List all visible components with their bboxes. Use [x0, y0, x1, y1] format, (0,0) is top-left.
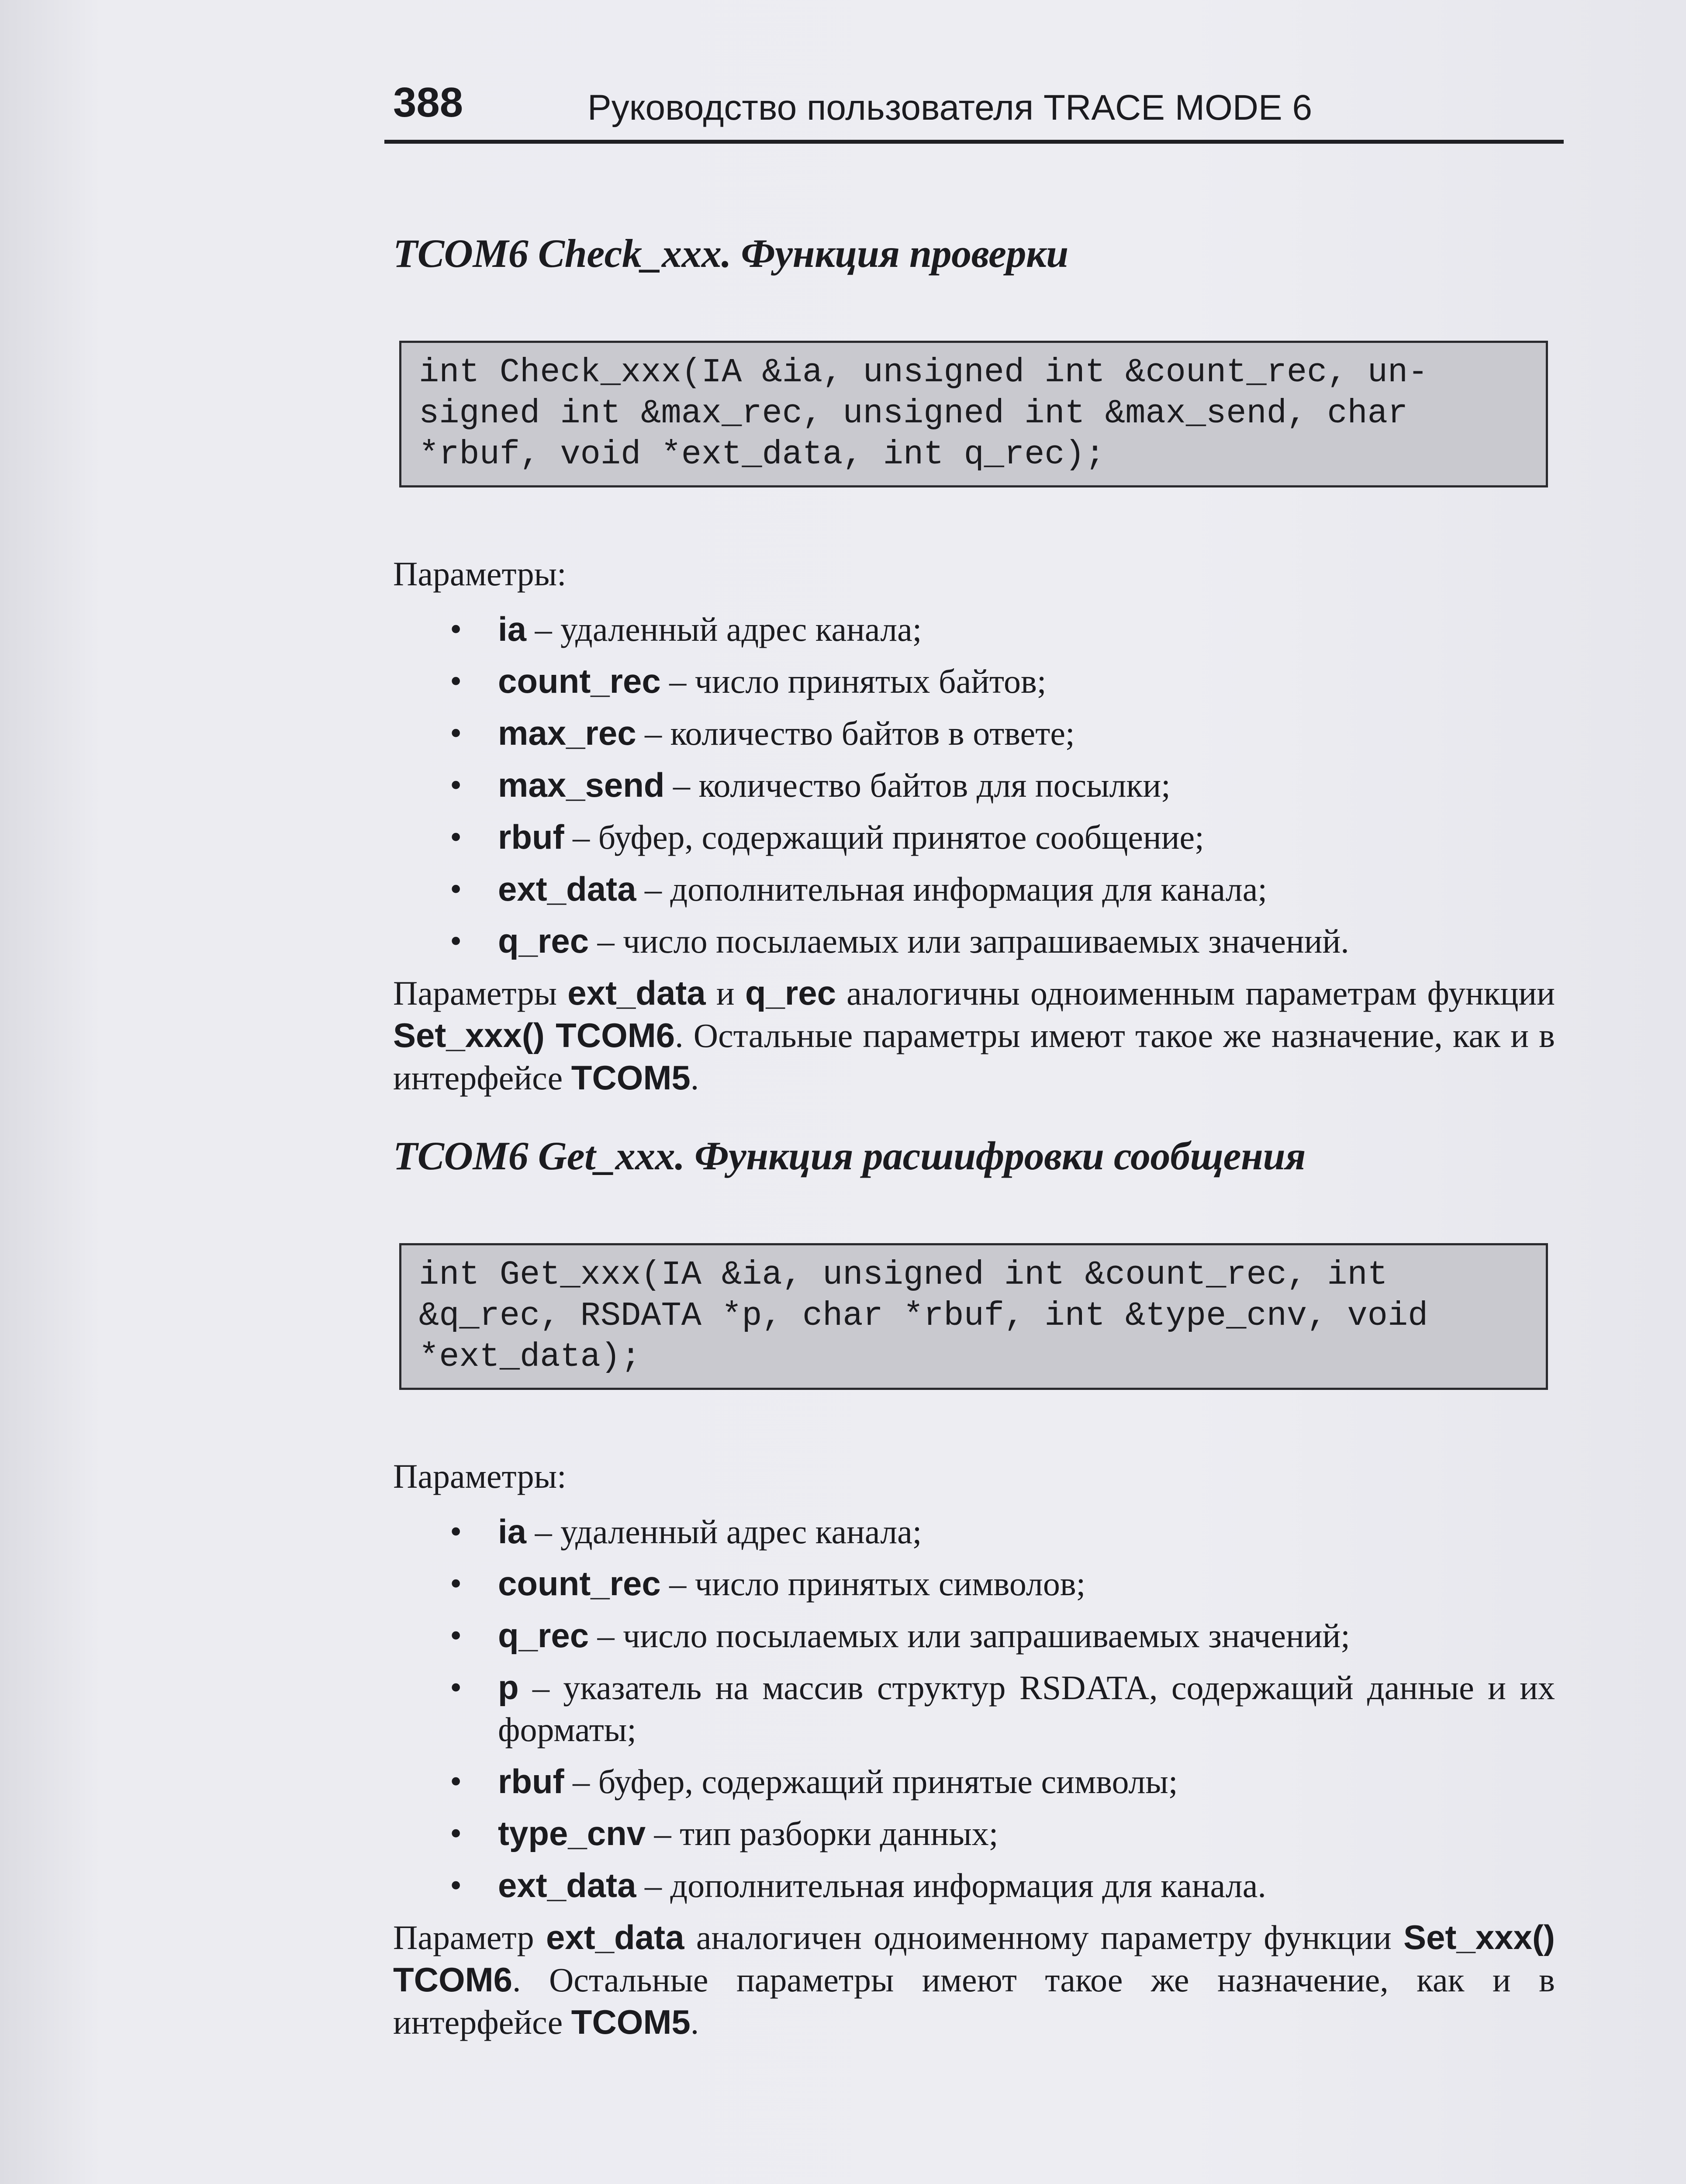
list-item — [393, 1760, 1555, 1803]
section-title-check: TCOM6 Check_xxx. Функция проверки — [393, 231, 1068, 276]
bullet-icon: • — [450, 870, 462, 908]
param-name: rbuf — [498, 1762, 564, 1800]
note-term: q_rec — [745, 974, 836, 1012]
note-text: Параметр — [393, 1918, 546, 1956]
code-line: signed int &max_rec, unsigned int &max_send, char — [419, 395, 1408, 433]
param-description: – указатель на массив структур RSDATA, содержащий данные и их форматы; — [498, 1669, 1555, 1749]
list-item — [393, 1562, 1555, 1605]
param-description: – удаленный адрес канала; — [526, 610, 922, 648]
code-line: *rbuf, void *ext_data, int q_rec); — [419, 436, 1106, 474]
bullet-icon: • — [450, 662, 462, 700]
param-description: – тип разборки данных; — [646, 1814, 998, 1852]
code-block-get — [399, 1243, 1548, 1390]
note-text: аналогичен одноименному параметру функции — [684, 1918, 1404, 1956]
list-item — [393, 920, 1555, 962]
note-text: . Остальные параметры имеют такое же назначение, как и в интерфейсе — [393, 1961, 1555, 2041]
bullet-icon: • — [450, 1616, 462, 1654]
param-description: – число посылаемых или запрашиваемых значений; — [589, 1617, 1350, 1655]
section-note-check — [393, 972, 1555, 1099]
bullet-icon: • — [450, 714, 462, 752]
param-description: – удаленный адрес канала; — [526, 1513, 922, 1551]
param-name: ext_data — [498, 1866, 636, 1904]
section-note-get — [393, 1916, 1555, 2043]
list-item — [393, 816, 1555, 858]
note-text: и — [705, 974, 745, 1012]
list-item — [393, 1812, 1555, 1855]
code-line: &q_rec, RSDATA *p, char *rbuf, int &type_cnv, void — [419, 1297, 1428, 1335]
bullet-icon: • — [450, 766, 462, 804]
param-description: – число посылаемых или запрашиваемых значений. — [589, 922, 1349, 960]
list-item — [393, 1864, 1555, 1907]
param-name: max_send — [498, 766, 665, 804]
list-item — [393, 608, 1555, 650]
code-line: int Get_xxx(IA &ia, unsigned int &count_rec, int — [419, 1256, 1388, 1294]
param-description: – количество байтов в ответе; — [636, 714, 1075, 752]
param-name: type_cnv — [498, 1814, 646, 1852]
param-description: – буфер, содержащий принятое сообщение; — [564, 818, 1204, 856]
params-label: Параметры: — [393, 555, 567, 593]
code-block-check — [399, 341, 1548, 487]
list-item — [393, 1666, 1555, 1751]
bullet-icon: • — [450, 1512, 462, 1550]
param-description: – число принятых символов; — [660, 1565, 1086, 1603]
param-name: ia — [498, 610, 527, 648]
list-item — [393, 868, 1555, 910]
param-name: q_rec — [498, 922, 589, 960]
page-number: 388 — [393, 79, 463, 126]
param-description: – дополнительная информация для канала; — [636, 870, 1267, 908]
bullet-icon: • — [450, 818, 462, 856]
note-term: Set_xxx() TCOM6 — [393, 1918, 1555, 1999]
param-description: – дополнительная информация для канала. — [636, 1866, 1266, 1904]
section-title-get: TCOM6 Get_xxx. Функция расшифровки сообщения — [393, 1133, 1306, 1178]
note-term: Set_xxx() TCOM6 — [393, 1016, 675, 1054]
list-item — [393, 1614, 1555, 1657]
list-item — [393, 712, 1555, 754]
note-text: . — [690, 1059, 699, 1097]
params-label: Параметры: — [393, 1457, 567, 1495]
params-list-check — [393, 608, 1555, 962]
note-term: TCOM5 — [571, 1058, 691, 1097]
note-term: ext_data — [546, 1918, 684, 1956]
param-name: ia — [498, 1512, 527, 1551]
code-line: *ext_data); — [419, 1338, 641, 1376]
note-text: . Остальные параметры имеют такое же назначение, как и в интерфейсе — [393, 1016, 1555, 1097]
bullet-icon: • — [450, 1668, 462, 1706]
list-item — [393, 660, 1555, 702]
param-description: – число принятых байтов; — [660, 662, 1047, 700]
note-term: TCOM5 — [571, 2003, 691, 2041]
code-line: int Check_xxx(IA &ia, unsigned int &count_rec, un- — [419, 354, 1428, 392]
bullet-icon: • — [450, 922, 462, 960]
bullet-icon: • — [450, 1564, 462, 1602]
note-text: Параметры — [393, 974, 568, 1012]
bullet-icon: • — [450, 1762, 462, 1800]
list-item — [393, 764, 1555, 806]
param-name: count_rec — [498, 1564, 661, 1603]
bullet-icon: • — [450, 1814, 462, 1852]
param-description: – количество байтов для посылки; — [664, 766, 1171, 804]
bullet-icon: • — [450, 1866, 462, 1904]
note-text: . — [690, 2003, 699, 2041]
param-name: q_rec — [498, 1616, 589, 1655]
param-description: – буфер, содержащий принятые символы; — [564, 1762, 1178, 1800]
list-item — [393, 1510, 1555, 1553]
param-name: max_rec — [498, 714, 636, 752]
param-name: p — [498, 1668, 519, 1707]
params-list-get — [393, 1510, 1555, 1907]
param-name: count_rec — [498, 662, 661, 700]
note-text: аналогичны одноименным параметрам функции — [836, 974, 1555, 1012]
page-content — [393, 227, 1555, 2043]
running-title: Руководство пользователя TRACE MODE 6 — [587, 88, 1313, 128]
note-term: ext_data — [567, 974, 706, 1012]
param-name: rbuf — [498, 818, 564, 856]
page-header — [384, 74, 1564, 144]
param-name: ext_data — [498, 870, 636, 908]
bullet-icon: • — [450, 610, 462, 648]
